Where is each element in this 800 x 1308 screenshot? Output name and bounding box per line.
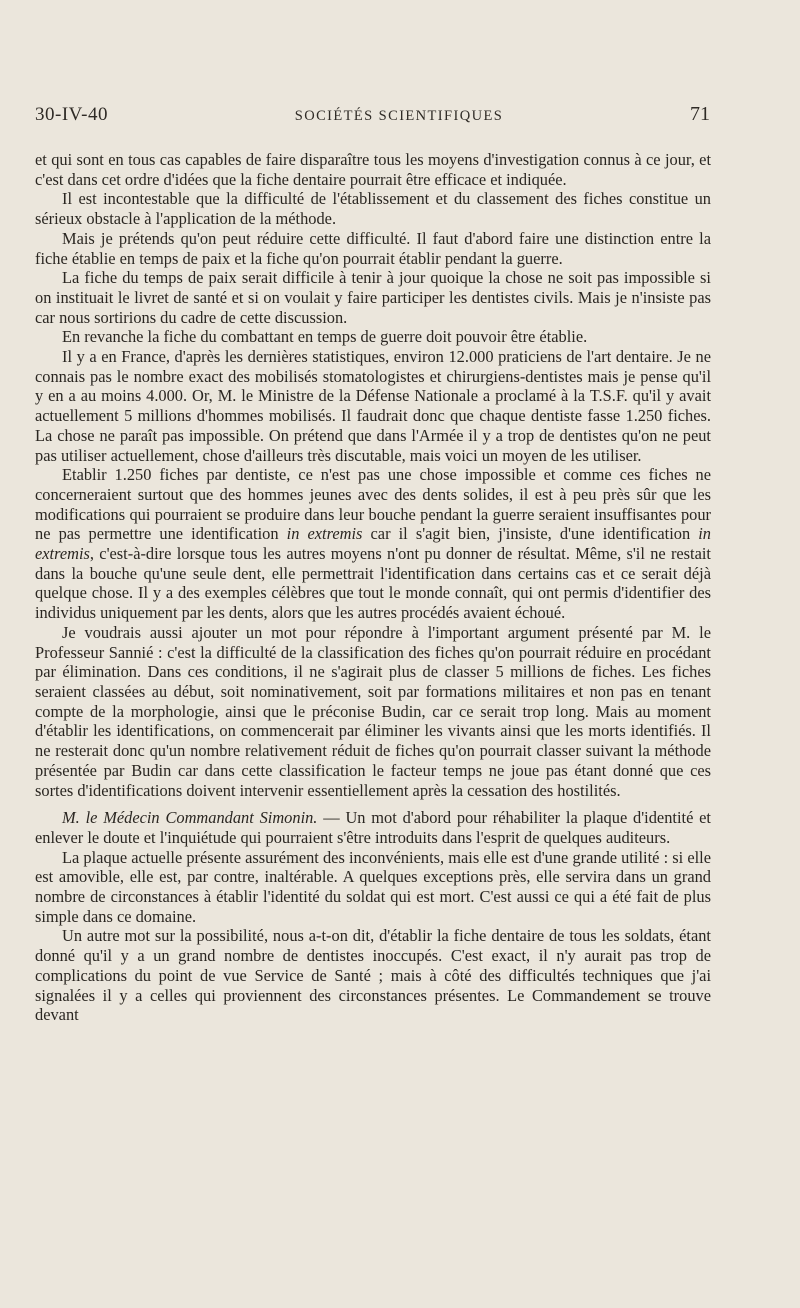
paragraph: Un autre mot sur la possibilité, nous a-t-on dit, d'établir la fiche dentaire de tous les soldats, étant donné qu'il y a un grand nombre de dentistes inoccupés. C'est exact, il n'y aurait pas trop de complications du point de vue Service de Santé ; mais à côté des difficultés techniques que j'ai signalées il y a celles qui proviennent des circonstances présentes. Le Commandement se trouve devant xyxy=(35,926,711,1025)
text-run: car il s'agit bien, j'insiste, d'une identification xyxy=(362,524,699,544)
page-number: 71 xyxy=(690,103,710,125)
running-header xyxy=(35,103,710,133)
paragraph: En revanche la fiche du combattant en temps de guerre doit pouvoir être établie. xyxy=(62,327,588,347)
paragraph: La plaque actuelle présente assurément des inconvénients, mais elle est d'une grande utilité : si elle est amovible, elle est, par contre, inaltérable. A quelques exceptions près, elle servira dans un grand nombre de circonstances à établir l'identité du soldat qui est mort. C'est aussi ce qui a été fait de plus simple dans ce domaine. xyxy=(35,847,711,926)
text-run: Etablir 1.250 fiches par dentiste, ce n'est pas une chose impossible et comme ces fiches ne concerneraient surtout que des hommes jeunes avec des dents solides, il est à peu près sûr que les modifications qui pourraient se produire dans leur bouche pendant la guerre seraient insuffisantes pour ne pas permettre une identification xyxy=(35,465,711,544)
speaker-text: — Un mot d'abord pour réhabiliter la plaque d'identité et enlever le doute et l'inquiétude qui pourraient s'être introduits dans l'esprit de quelques auditeurs. xyxy=(35,808,711,847)
speaker-name: M. le Médecin Commandant Simonin. xyxy=(62,808,318,828)
paragraph: et qui sont en tous cas capables de faire disparaître tous les moyens d'investigation connus à ce jour, et c'est dans cet ordre d'idées que la fiche dentaire pourrait être efficace et indiquée. xyxy=(35,150,711,189)
italic-term: in extremis xyxy=(35,524,711,564)
header-date: 30-IV-40 xyxy=(35,104,108,125)
paragraph: La fiche du temps de paix serait difficile à tenir à jour quoique la chose ne soit pas impossible si on instituait le livret de santé et si on voulait y faire participer les dentistes civils. Mais je n'insiste pas car nous sortirions du cadre de cette discussion. xyxy=(35,268,711,327)
paragraph-with-italics xyxy=(35,465,711,623)
body-text xyxy=(35,150,711,1025)
paragraph: Il est incontestable que la difficulté de l'établissement et du classement des fiches constitue un sérieux obstacle à l'application de la méthode. xyxy=(35,189,711,229)
text-run: , c'est-à-dire lorsque tous les autres moyens n'ont pu donner de résultat. Même, s'il ne restait dans la bouche qu'une seule dent, elle permettrait l'identification dans certains cas et ce serait déjà quelque chose. Il y a des exemples célèbres que tout le monde connaît, qui ont permis d'identifier des individus uniquement par les dents, alors que les autres procédés avaient échoué. xyxy=(35,544,711,623)
paragraph: Je voudrais aussi ajouter un mot pour répondre à l'important argument présenté par M. le Professeur Sannié : c'est la difficulté de la classification des fiches qu'on pourrait réduire en procédant par élimination. Dans ces conditions, il ne s'agirait plus de classer 5 millions de fiches. Les fiches seraient classées au début, soit nominativement, soit par formations militaires et non pas en tenant compte de la morphologie, ainsi que le préconise Budin, car ce serait trop long. Mais au moment d'établir les identifications, on commencerait par éliminer les vivants ainsi que les morts identifiés. Il ne resterait donc qu'un nombre relativement réduit de fiches qu'on pourrait classer suivant la méthode présentée par Budin car dans cette classification le facteur temps ne joue pas étant donné que ces sortes d'identifications doivent intervenir essentiellement après la cessation des hostilités. xyxy=(35,622,711,800)
italic-term: in extremis xyxy=(286,524,363,544)
speaker-paragraph xyxy=(35,808,711,847)
paragraph: Il y a en France, d'après les dernières statistiques, environ 12.000 praticiens de l'art dentaire. Je ne connais pas le nombre exact des mobilisés stomatologistes et chirurgiens-dentistes mais je pense qu'il y en a au moins 4.000. Or, M. le Ministre de la Défense Nationale a proclamé à la T.S.F. qu'il y avait actuellement 5 millions d'hommes mobilisés. Il faudrait donc que chaque dentiste fasse 1.250 fiches. La chose ne paraît pas impossible. On prétend que dans l'Armée il y a trop de dentistes qu'on ne peut pas utiliser actuellement, chose d'ailleurs très discutable, mais voici un moyen de les utiliser. xyxy=(35,347,711,465)
header-title: SOCIÉTÉS SCIENTIFIQUES xyxy=(294,108,504,124)
paragraph: Mais je prétends qu'on peut réduire cette difficulté. Il faut d'abord faire une distinction entre la fiche établie en temps de paix et la fiche qu'on pourrait établir pendant la guerre. xyxy=(35,228,711,268)
